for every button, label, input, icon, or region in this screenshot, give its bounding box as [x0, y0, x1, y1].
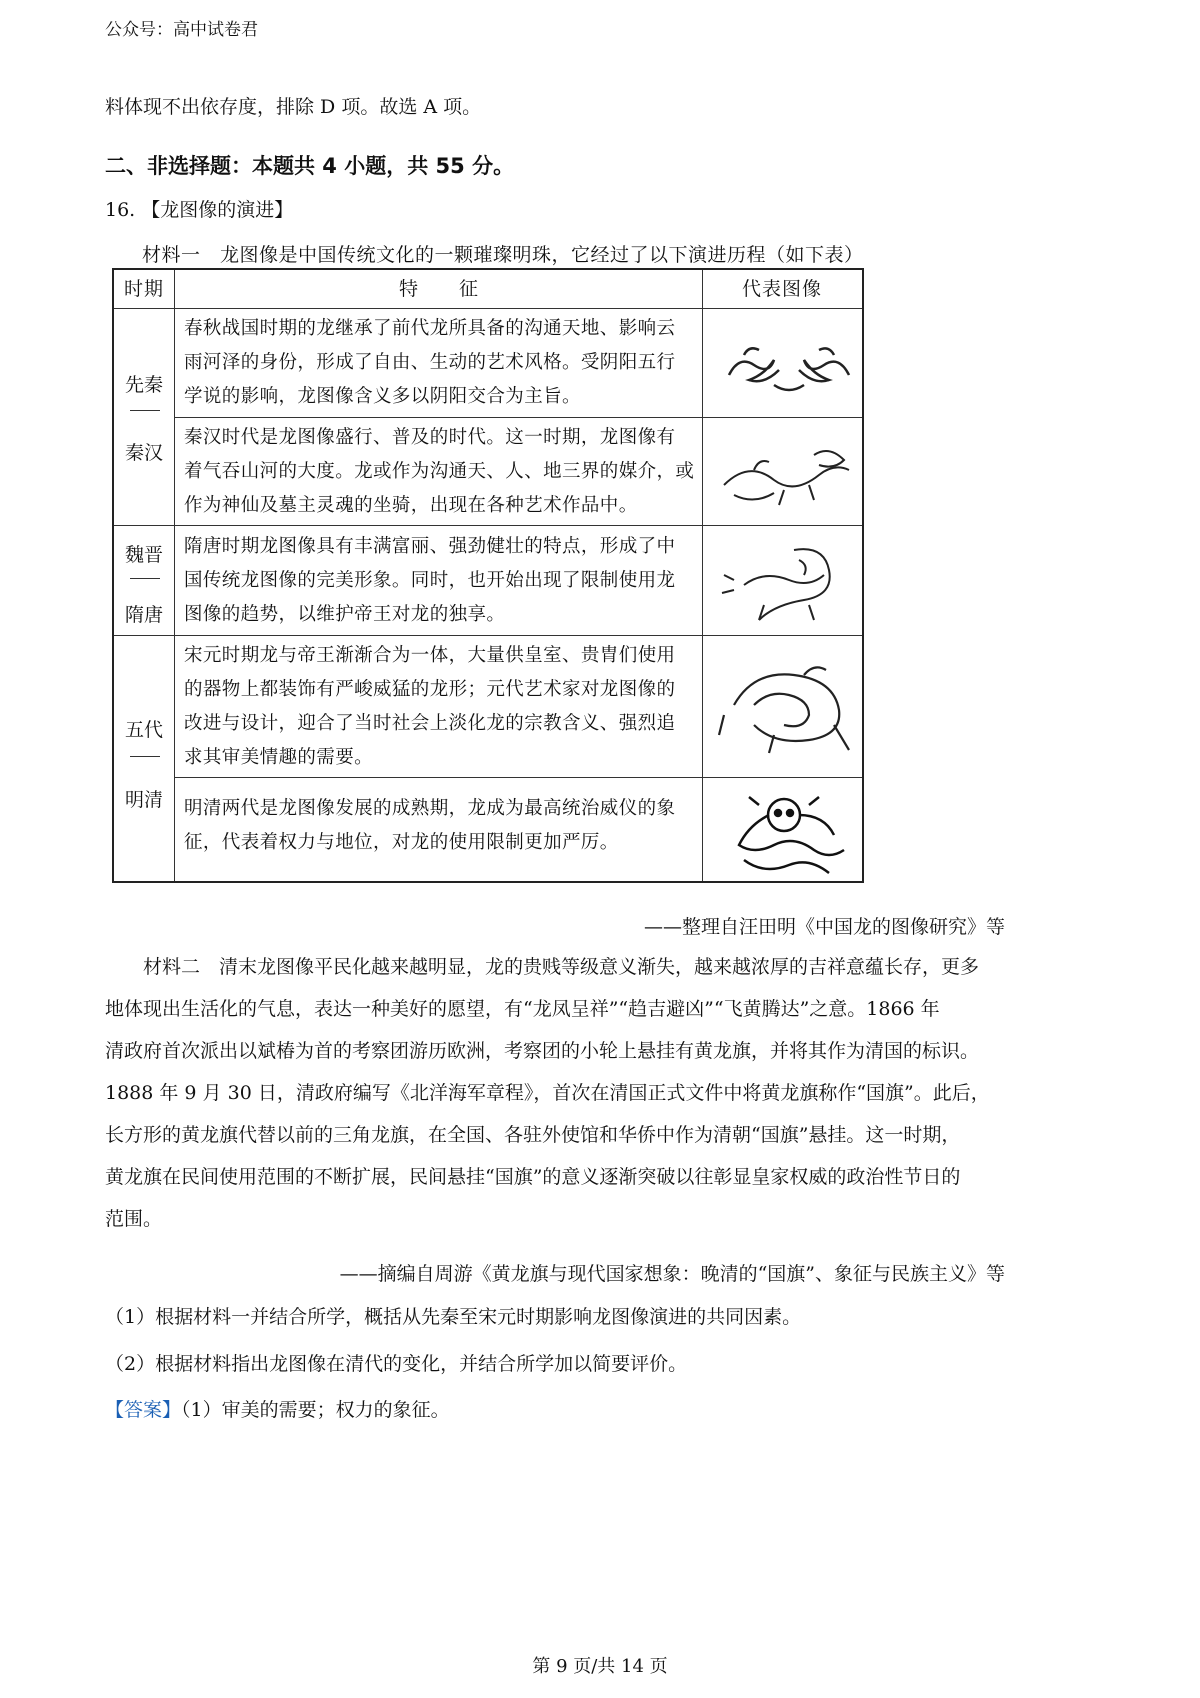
- question-1: （1）根据材料一并结合所学，概括从先秦至宋元时期影响龙图像演进的共同因素。: [105, 1306, 802, 1328]
- row-xianqin-text: 春秋战国时期的龙继承了前代龙所具备的沟通天地、影响云 雨河泽的身份，形成了自由、生动的艺术风格。受阴阳五行 学说的影响，龙图像含义多以阴阳交合为主旨。: [184, 318, 676, 407]
- header-feature: 特 征: [399, 278, 480, 300]
- section-title: 二、非选择题：本题共 4 小题，共 55 分。: [105, 154, 515, 178]
- dragon-image-qinhan: [714, 430, 864, 515]
- material-2-source: ——摘编自周游《黄龙旗与现代国家想象：晚清的“国旗”、象征与民族主义》等: [339, 1263, 1005, 1285]
- era-suitang: 隋唐: [125, 604, 164, 626]
- answer-1: （1）审美的需要；权力的象征。: [181, 1399, 450, 1421]
- header-period: 时期: [124, 278, 165, 300]
- header-image: 代表图像: [742, 278, 823, 300]
- answer-line: [105, 1395, 450, 1422]
- question-2: （2）根据材料指出龙图像在清代的变化，并结合所学加以简要评价。: [105, 1353, 688, 1375]
- material-1-source: ——整理自汪田明《中国龙的图像研究》等: [643, 916, 1005, 938]
- era-qinhan: 秦汉: [125, 442, 164, 464]
- dragon-image-mingqing: [714, 785, 864, 880]
- row-suitang-text: 隋唐时期龙图像具有丰满富丽、强劲健壮的特点，形成了中 国传统龙图像的完美形象。同时，也开始出现了限制使用龙 图像的趋势，以维护帝王对龙的独享。: [184, 536, 676, 625]
- row-qinhan-text: 秦汉时代是龙图像盛行、普及的时代。这一时期，龙图像有 着气吞山河的大度。龙或作为沟通天、人、地三界的媒介，或 作为神仙及墓主灵魂的坐骑，出现在各种艺术作品中。: [184, 427, 695, 516]
- dragon-image-songyuan: [714, 655, 864, 760]
- page-footer: 第 9 页/共 14 页: [532, 1656, 668, 1677]
- material-1-intro: 材料一 龙图像是中国传统文化的一颗璀璨明珠，它经过了以下演进历程（如下表）: [142, 244, 864, 266]
- answer-tag: 【答案】: [105, 1399, 182, 1421]
- lead-line: 料体现不出依存度，排除 D 项。故选 A 项。: [105, 96, 482, 118]
- era-weijin: 魏晋: [125, 544, 164, 566]
- dragon-image-xianqin: [714, 325, 864, 405]
- page-header: 公众号：高中试卷君: [105, 20, 258, 40]
- era-xianqin: 先秦: [125, 374, 164, 396]
- era-wudai: 五代: [125, 719, 164, 741]
- row-mingqing-text: 明清两代是龙图像发展的成熟期，龙成为最高统治威仪的象 征，代表着权力与地位，对龙的使用限制更加严厉。: [184, 798, 676, 853]
- era-mingqing: 明清: [125, 789, 164, 811]
- row-songyuan-text: 宋元时期龙与帝王渐渐合为一体，大量供皇室、贵胄们使用 的器物上都装饰有严峻威猛的龙形；元代艺术家对龙图像的 改进与设计，迎合了当时社会上淡化龙的宗教含义、强烈追 求其审美情趣的需要。: [184, 645, 676, 768]
- dragon-evolution-table: [112, 268, 864, 883]
- question-16-title: 16. 【龙图像的演进】: [105, 199, 294, 221]
- material-2-paragraph: 材料二 清末龙图像平民化越来越明显，龙的贵贱等级意义渐失，越来越浓厚的吉祥意蕴长存，更多 地体现出生活化的气息，表达一种美好的愿望，有“龙凤呈祥”“趋吉避凶”“飞黄腾达”之意。1866 年 清政府首次派出以斌椿为首的考察团游历欧洲，考察团的小轮上悬挂有黄龙旗，并将其作为清国的标识。 1888 年 9 月 30 日，清政府编写《北洋海军章程》，首次在清国正式文件中将黄龙旗称作“国旗”。此后， 长方形的黄龙旗代替以前的三角龙旗，在全国、各驻外使馆和华侨中作为清朝“国旗”悬挂。这一时期， 黄龙旗在民间使用范围的不断扩展，民间悬挂“国旗”的意义逐渐突破以往彰显皇家权威的政治性节日的 范围。: [105, 956, 990, 1230]
- dragon-image-suitang: [714, 535, 864, 630]
